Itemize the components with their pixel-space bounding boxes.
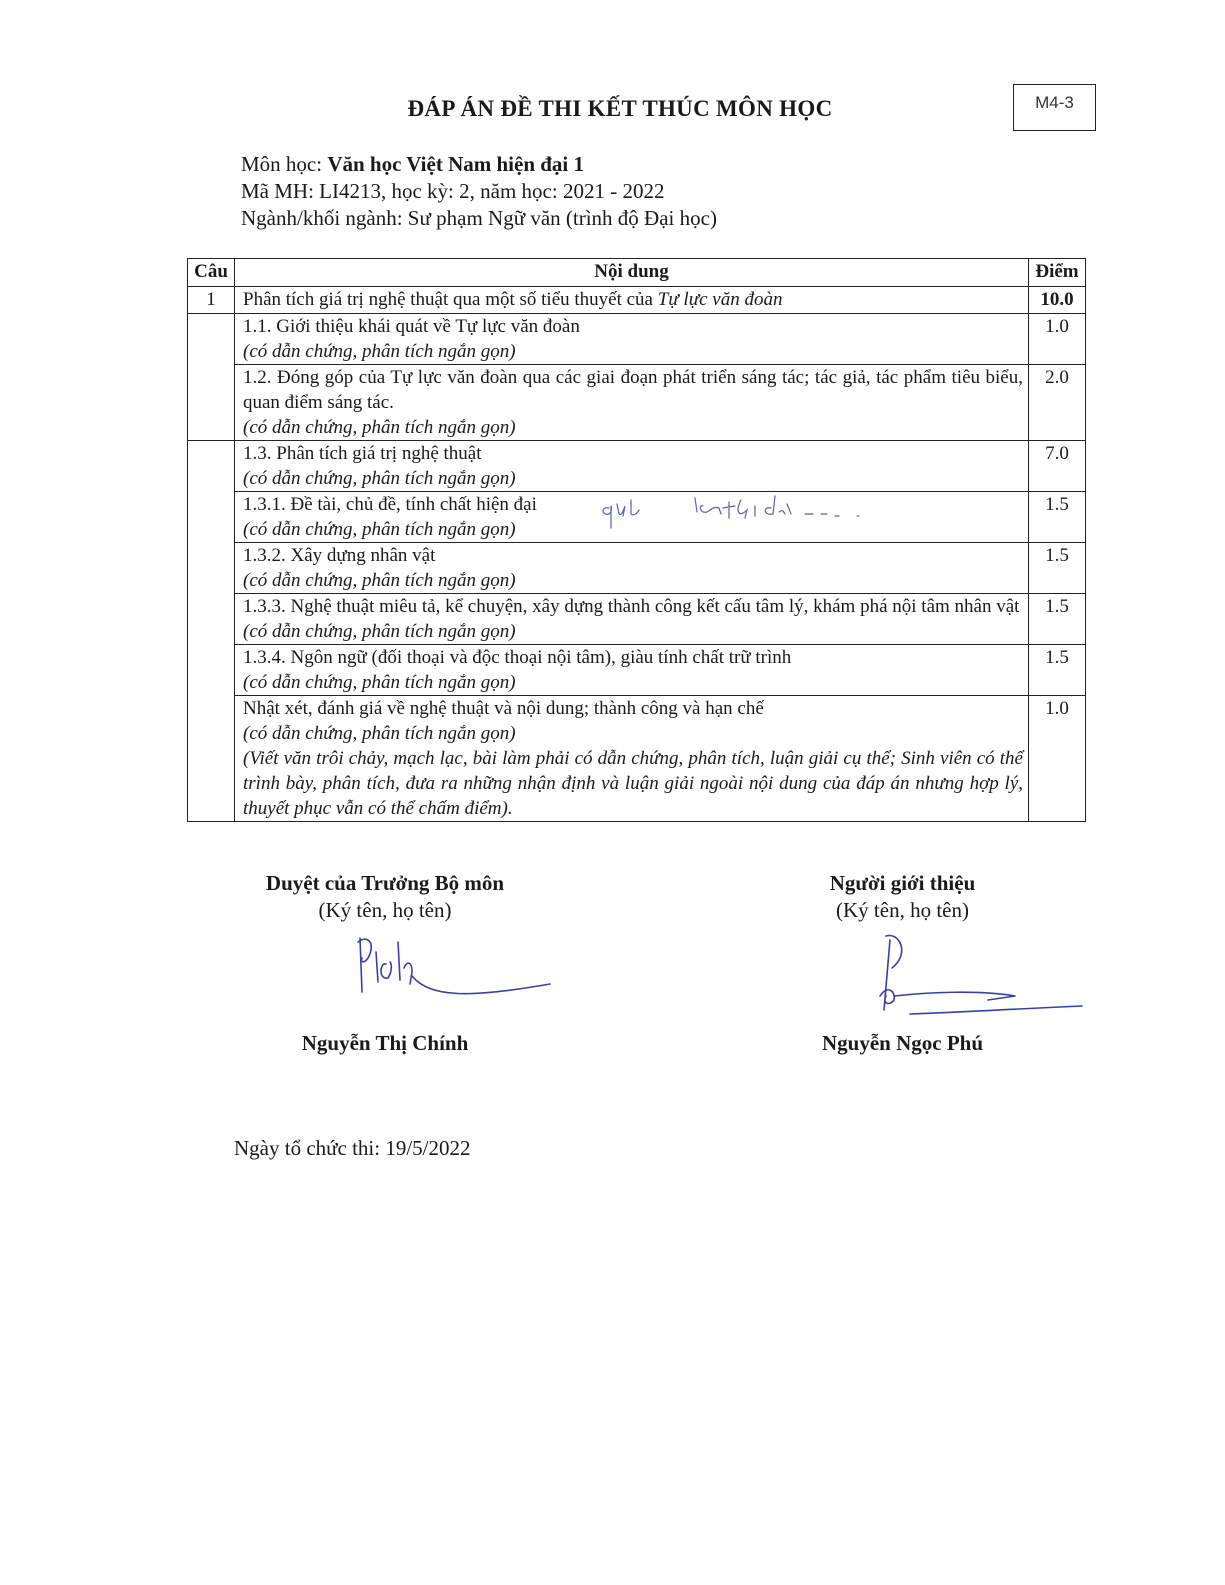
cell-score: 1.5	[1029, 645, 1086, 696]
row-text: 1.3.3. Nghệ thuật miêu tả, kể chuyện, xây dựng thành công kết cấu tâm lý, khám phá nội tâm nhân vật	[243, 596, 1020, 617]
cell-main-score: 10.0	[1029, 287, 1086, 314]
cell-score: 1.0	[1029, 696, 1086, 822]
row-text: 1.2. Đóng góp của Tự lực văn đoàn qua các giai đoạn phát triển sáng tác; tác giả, tác phẩm tiêu biểu, quan điểm sáng tác.	[243, 367, 1023, 413]
subject-value: Văn học Việt Nam hiện đại 1	[327, 152, 585, 176]
row-text: 1.1. Giới thiệu khái quát về Tự lực văn đoàn	[243, 316, 580, 337]
cell-cau-empty	[188, 441, 235, 822]
cell-content	[235, 543, 1029, 594]
main-question-italic: Tự lực văn đoàn	[657, 289, 783, 310]
cell-main-content	[235, 287, 1029, 314]
handwritten-annotation	[595, 494, 885, 534]
table-row	[188, 645, 1086, 696]
table-row	[188, 696, 1086, 822]
cell-content	[235, 365, 1029, 441]
subject-label: Môn học:	[241, 152, 328, 176]
subject-line	[241, 151, 717, 178]
cell-content	[235, 441, 1029, 492]
table-header-row	[188, 259, 1086, 287]
signature-left	[350, 932, 560, 1002]
main-question-text: Phân tích giá trị nghệ thuật qua một số tiểu thuyết của	[243, 289, 658, 310]
header-cau: Câu	[188, 259, 235, 287]
cell-content	[235, 696, 1029, 822]
grading-note: (Viết văn trôi chảy, mạch lạc, bài làm phải có dẫn chứng, phân tích, luận giải cụ thể; Sinh viên có thể trình bày, phân tích, đưa ra những nhận định và luận giải ngoài nội dung của đáp án nhưng hợp lý, thuyết phục vẫn có thể chấm điểm).	[243, 748, 1023, 819]
course-info	[241, 151, 717, 232]
row-hint: (có dẫn chứng, phân tích ngắn gọn)	[243, 341, 516, 362]
signature-block-right	[760, 870, 1045, 1060]
row-text: 1.3.4. Ngôn ngữ (đối thoại và độc thoại nội tâm), giàu tính chất trữ trình	[243, 647, 792, 668]
cell-cau: 1	[188, 287, 235, 314]
signer-note: (Ký tên, họ tên)	[318, 898, 452, 922]
cell-score: 2.0	[1029, 365, 1086, 441]
cell-cau-empty	[188, 314, 235, 441]
row-hint: (có dẫn chứng, phân tích ngắn gọn)	[243, 621, 516, 642]
signature-block-left	[230, 870, 540, 1060]
row-text: 1.3. Phân tích giá trị nghệ thuật	[243, 443, 482, 464]
signer-role: Duyệt của Trưởng Bộ môn	[265, 871, 505, 895]
cell-content	[235, 492, 1029, 543]
row-text: 1.3.2. Xây dựng nhân vật	[243, 545, 436, 566]
table-row	[188, 314, 1086, 365]
cell-score: 1.5	[1029, 492, 1086, 543]
table-row	[188, 492, 1086, 543]
row-hint: (có dẫn chứng, phân tích ngắn gọn)	[243, 519, 516, 540]
page-title: ĐÁP ÁN ĐỀ THI KẾT THÚC MÔN HỌC	[407, 96, 833, 121]
table-row	[188, 441, 1086, 492]
table-row	[188, 594, 1086, 645]
cell-score: 1.0	[1029, 314, 1086, 365]
cell-content	[235, 594, 1029, 645]
signer-name: Nguyễn Ngọc Phú	[821, 1031, 984, 1055]
row-hint: (có dẫn chứng, phân tích ngắn gọn)	[243, 723, 516, 744]
header-diem: Điểm	[1029, 259, 1086, 287]
signer-role: Người giới thiệu	[829, 871, 976, 895]
cell-content	[235, 314, 1029, 365]
row-hint: (có dẫn chứng, phân tích ngắn gọn)	[243, 468, 516, 489]
table-row-main	[188, 287, 1086, 314]
form-code: M4-3	[1013, 84, 1096, 131]
cell-score: 1.5	[1029, 594, 1086, 645]
signer-note: (Ký tên, họ tên)	[836, 898, 969, 922]
row-text: 1.3.1. Đề tài, chủ đề, tính chất hiện đại	[243, 494, 537, 515]
table-row	[188, 543, 1086, 594]
signer-name: Nguyễn Thị Chính	[301, 1031, 469, 1055]
exam-date: Ngày tổ chức thi: 19/5/2022	[234, 1136, 471, 1160]
answer-table	[187, 258, 1086, 822]
row-hint: (có dẫn chứng, phân tích ngắn gọn)	[243, 417, 516, 438]
table-row	[188, 365, 1086, 441]
header-noi-dung: Nội dung	[235, 259, 1029, 287]
cell-content	[235, 645, 1029, 696]
major-line: Ngành/khối ngành: Sư phạm Ngữ văn (trình độ Đại học)	[241, 206, 717, 230]
signature-right	[870, 932, 1085, 1018]
cell-score: 7.0	[1029, 441, 1086, 492]
cell-score: 1.5	[1029, 543, 1086, 594]
row-hint: (có dẫn chứng, phân tích ngắn gọn)	[243, 570, 516, 591]
row-hint: (có dẫn chứng, phân tích ngắn gọn)	[243, 672, 516, 693]
row-text: Nhật xét, đánh giá về nghệ thuật và nội dung; thành công và hạn chế	[243, 698, 764, 719]
code-line: Mã MH: LI4213, học kỳ: 2, năm học: 2021 - 2022	[241, 179, 665, 203]
